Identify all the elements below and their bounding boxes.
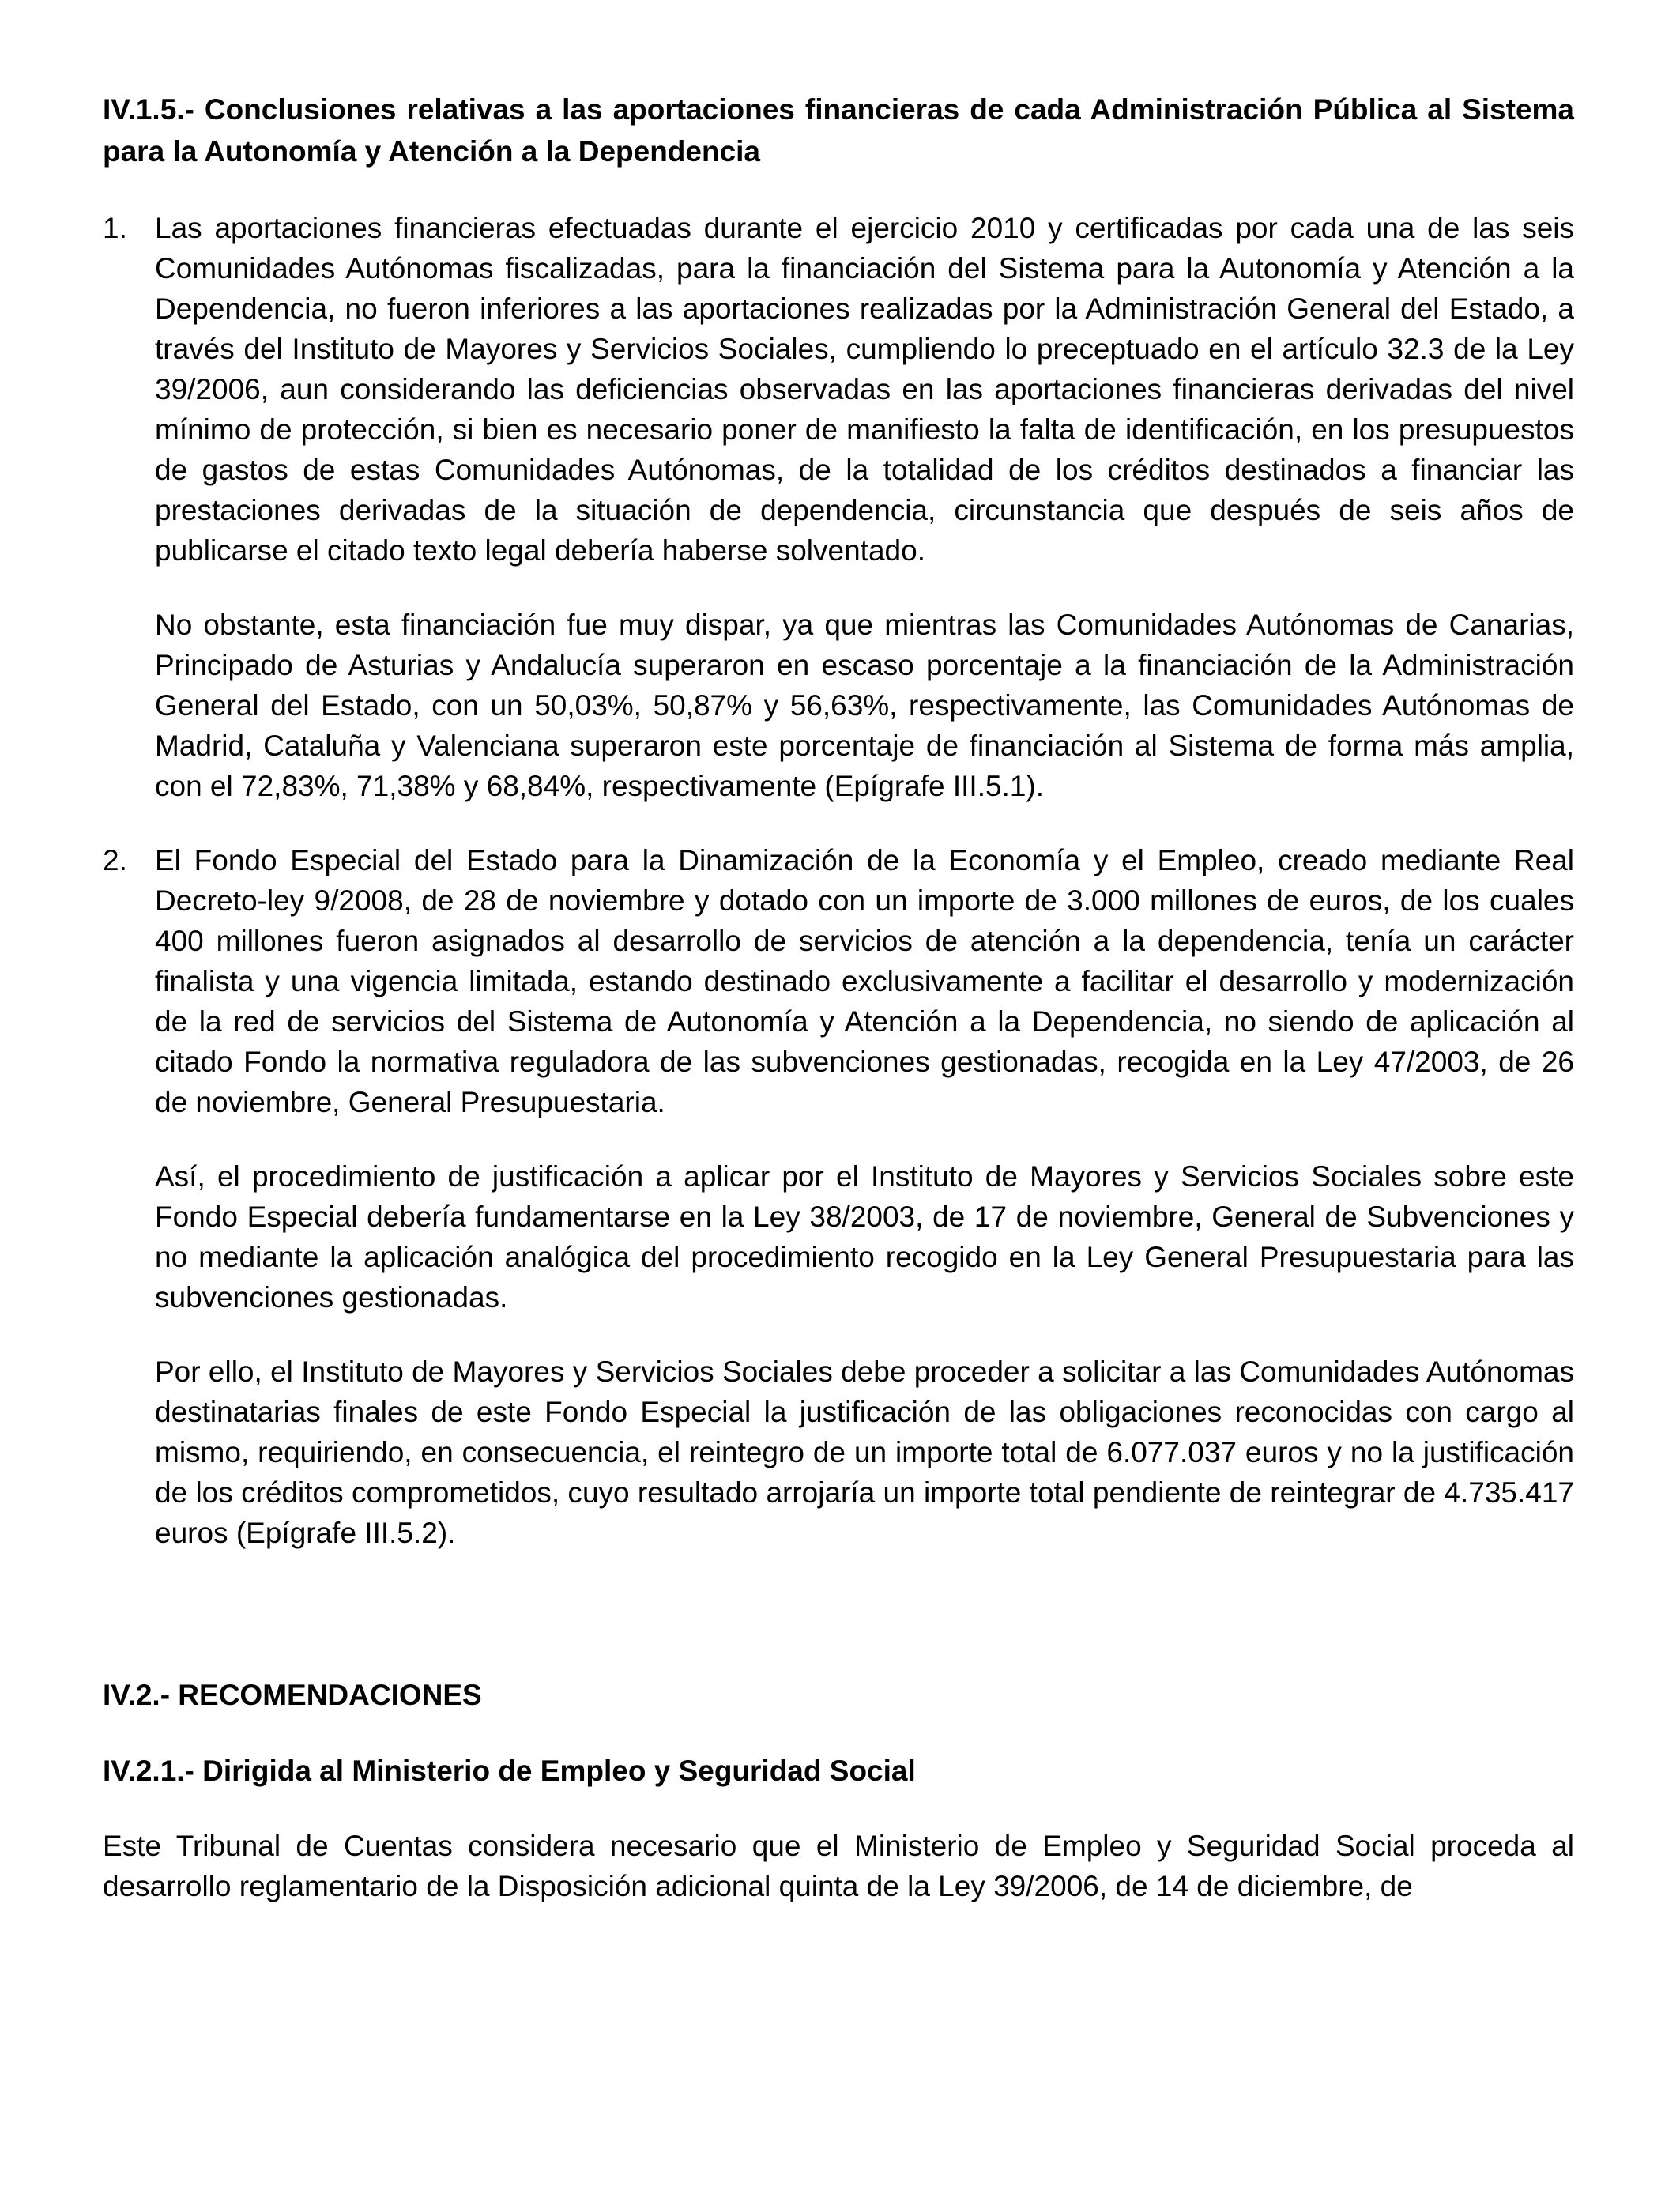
list-item — [103, 840, 1574, 1553]
conclusions-list — [103, 208, 1574, 1553]
list-item — [103, 208, 1574, 806]
recommendation-paragraph: Este Tribunal de Cuentas considera necesario que el Ministerio de Empleo y Seguridad Social proceda al desarrollo reglamentario de la Disposición adicional quinta de la Ley 39/2006, de 14 de diciembre, de — [103, 1830, 1574, 1902]
list-item-number: 2. — [103, 844, 127, 876]
section-heading-iv-2-1: IV.2.1.- Dirigida al Ministerio de Empleo y Seguridad Social — [103, 1755, 916, 1787]
paragraph: El Fondo Especial del Estado para la Dinamización de la Economía y el Empleo, creado mediante Real Decreto-ley 9/2008, de 28 de noviembre y dotado con un importe de 3.000 millones de euros, de los cuales 400 millones fueron asignados al desarrollo de servicios de atención a la dependencia, tenía un carácter finalista y una vigencia limitada, estando destinado exclusivamente a facilitar el desarrollo y modernización de la red de servicios del Sistema de Autonomía y Atención a la Dependencia, no siendo de aplicación al citado Fondo la normativa reguladora de las subvenciones gestionadas, recogida en la Ley 47/2003, de 26 de noviembre, General Presupuestaria. — [155, 844, 1574, 1118]
paragraph: Por ello, el Instituto de Mayores y Servicios Sociales debe proceder a solicitar a las Comunidades Autónomas destinatarias finales de este Fondo Especial la justificación de las obligaciones reconocidas con cargo al mismo, requiriendo, en consecuencia, el reintegro de un importe total de 6.077.037 euros y no la justificación de los créditos comprometidos, cuyo resultado arrojaría un importe total pendiente de reintegrar de 4.735.417 euros (Epígrafe III.5.2). — [155, 1355, 1574, 1549]
section-spacer — [103, 1587, 1574, 1674]
paragraph: No obstante, esta financiación fue muy dispar, ya que mientras las Comunidades Autónomas de Canarias, Principado de Asturias y Andalucía superaron en escaso porcentaje a la financiación de la Administración General del Estado, con un 50,03%, 50,87% y 56,63%, respectivamente, las Comunidades Autónomas de Madrid, Cataluña y Valenciana superaron este porcentaje de financiación al Sistema de forma más amplia, con el 72,83%, 71,38% y 68,84%, respectivamente (Epígrafe III.5.1). — [155, 609, 1574, 802]
document-page — [103, 89, 1574, 1940]
paragraph: Las aportaciones financieras efectuadas durante el ejercicio 2010 y certificadas por cada una de las seis Comunidades Autónomas fiscalizadas, para la financiación del Sistema para la Autonomía y Atención a la Dependencia, no fueron inferiores a las aportaciones realizadas por la Administración General del Estado, a través del Instituto de Mayores y Servicios Sociales, cumpliendo lo preceptuado en el artículo 32.3 de la Ley 39/2006, aun considerando las deficiencias observadas en las aportaciones financieras derivadas del nivel mínimo de protección, si bien es necesario poner de manifiesto la falta de identificación, en los presupuestos de gastos de estas Comunidades Autónomas, de la totalidad de los créditos destinados a financiar las prestaciones derivadas de la situación de dependencia, circunstancia que después de seis años de publicarse el citado texto legal debería haberse solventado. — [155, 212, 1574, 567]
section-heading-iv-1-5: IV.1.5.- Conclusiones relativas a las aportaciones financieras de cada Administración Pública al Sistema para la Autonomía y Atención a la Dependencia — [103, 93, 1574, 168]
list-item-number: 1. — [103, 212, 127, 244]
section-heading-iv-2: IV.2.- RECOMENDACIONES — [103, 1679, 482, 1711]
paragraph: Así, el procedimiento de justificación a aplicar por el Instituto de Mayores y Servicios Sociales sobre este Fondo Especial debería fundamentarse en la Ley 38/2003, de 17 de noviembre, General de Subvenciones y no mediante la aplicación analógica del procedimiento recogido en la Ley General Presupuestaria para las subvenciones gestionadas. — [155, 1160, 1574, 1314]
